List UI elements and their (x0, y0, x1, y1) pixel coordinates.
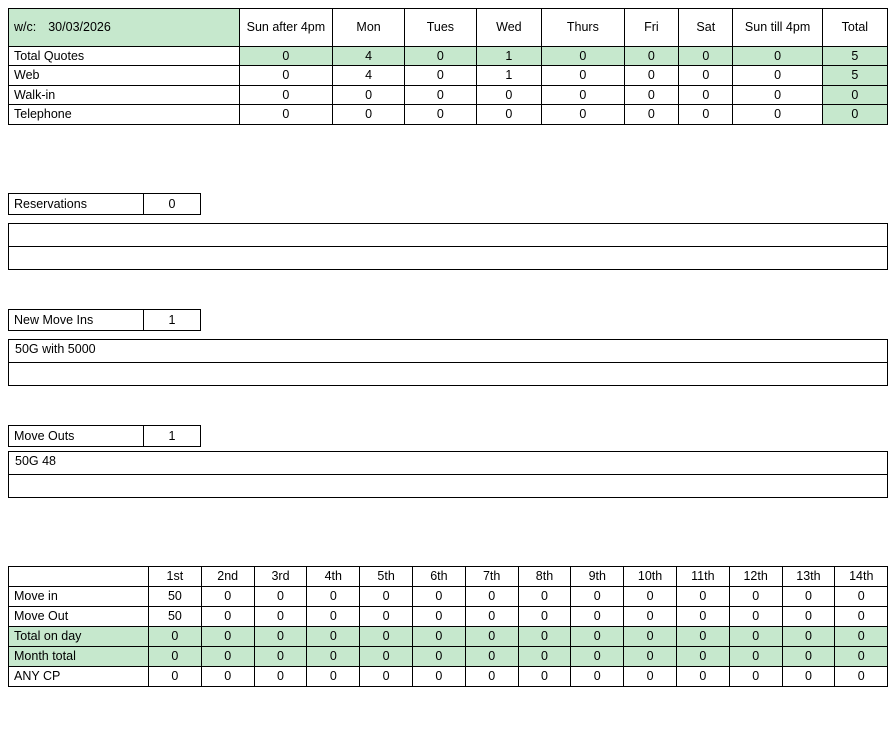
table-row (9, 85, 888, 104)
quotes-row-label: Web (9, 66, 240, 85)
daily-value-cell[interactable]: 0 (624, 647, 677, 667)
daily-row-label: Total on day (9, 627, 149, 647)
daily-value-cell[interactable]: 0 (360, 667, 413, 687)
table-row (9, 426, 201, 447)
quotes-value-cell[interactable]: 0 (679, 85, 733, 104)
daily-value-cell[interactable]: 0 (360, 627, 413, 647)
quotes-value-cell[interactable]: 4 (333, 47, 405, 66)
new-move-ins-notes-table (8, 339, 888, 386)
reservations-count[interactable]: 0 (144, 194, 201, 215)
quotes-column-header: Sun till 4pm (733, 9, 822, 47)
table-row (9, 66, 888, 85)
quotes-value-cell[interactable]: 0 (542, 105, 625, 124)
daily-column-header: 7th (465, 567, 518, 587)
daily-value-cell[interactable]: 0 (729, 647, 782, 667)
new-move-ins-note-line-1[interactable]: 50G with 5000 (9, 340, 888, 363)
quotes-value-cell[interactable]: 0 (733, 47, 822, 66)
quotes-value-cell[interactable]: 0 (542, 47, 625, 66)
daily-value-cell[interactable]: 0 (571, 667, 624, 687)
daily-value-cell[interactable]: 0 (307, 627, 360, 647)
quotes-column-header: Sun after 4pm (239, 9, 333, 47)
quotes-table-body (9, 9, 888, 125)
daily-value-cell[interactable]: 0 (571, 587, 624, 607)
table-row (9, 587, 888, 607)
quotes-value-cell[interactable]: 0 (624, 47, 678, 66)
quotes-total-cell: 0 (822, 105, 887, 124)
daily-value-cell[interactable]: 50 (149, 607, 202, 627)
daily-value-cell[interactable]: 0 (518, 647, 571, 667)
quotes-value-cell[interactable]: 0 (239, 105, 333, 124)
quotes-total-cell: 5 (822, 47, 887, 66)
daily-value-cell[interactable]: 0 (624, 667, 677, 687)
table-row (9, 47, 888, 66)
quotes-value-cell[interactable]: 0 (733, 66, 822, 85)
quotes-value-cell[interactable]: 0 (624, 66, 678, 85)
move-outs-header-table (8, 425, 201, 447)
quotes-column-header: Mon (333, 9, 405, 47)
quotes-row-label: Total Quotes (9, 47, 240, 66)
table-row (9, 247, 888, 270)
daily-value-cell[interactable]: 0 (412, 627, 465, 647)
daily-value-cell[interactable]: 0 (624, 587, 677, 607)
quotes-value-cell[interactable]: 0 (624, 105, 678, 124)
quotes-value-cell[interactable]: 0 (733, 105, 822, 124)
daily-value-cell[interactable]: 0 (518, 607, 571, 627)
daily-value-cell[interactable]: 0 (149, 647, 202, 667)
reservations-header-table (8, 193, 201, 215)
daily-corner-cell (9, 567, 149, 587)
move-outs-note-line-1[interactable]: 50G 48 (9, 452, 888, 475)
daily-column-header: 10th (624, 567, 677, 587)
quotes-value-cell[interactable]: 0 (733, 85, 822, 104)
table-row (9, 363, 888, 386)
move-outs-count[interactable]: 1 (144, 426, 201, 447)
daily-column-header: 4th (307, 567, 360, 587)
table-row (9, 647, 888, 667)
daily-value-cell[interactable]: 0 (465, 647, 518, 667)
reservations-note-line-2[interactable] (9, 247, 888, 270)
daily-value-cell[interactable]: 0 (835, 627, 888, 647)
daily-totals-table (8, 566, 888, 687)
quotes-value-cell[interactable]: 4 (333, 66, 405, 85)
quotes-section (8, 8, 888, 125)
daily-column-header: 3rd (254, 567, 307, 587)
daily-value-cell[interactable]: 0 (254, 647, 307, 667)
daily-row-label: Move Out (9, 607, 149, 627)
daily-column-header: 5th (360, 567, 413, 587)
quotes-total-cell: 0 (822, 85, 887, 104)
daily-column-header: 9th (571, 567, 624, 587)
quotes-total-cell: 5 (822, 66, 887, 85)
daily-value-cell[interactable]: 0 (782, 607, 835, 627)
daily-value-cell[interactable]: 0 (149, 627, 202, 647)
quotes-value-cell[interactable]: 0 (679, 66, 733, 85)
quotes-row-label: Walk-in (9, 85, 240, 104)
daily-value-cell[interactable]: 0 (835, 607, 888, 627)
daily-column-header: 6th (412, 567, 465, 587)
quotes-header-row (9, 9, 888, 47)
reservations-note-line-1[interactable] (9, 224, 888, 247)
table-row (9, 475, 888, 498)
quotes-value-cell[interactable]: 0 (404, 105, 476, 124)
daily-column-header: 11th (676, 567, 729, 587)
move-outs-note-line-2[interactable] (9, 475, 888, 498)
daily-value-cell[interactable]: 0 (465, 607, 518, 627)
quotes-column-header: Wed (476, 9, 541, 47)
week-commencing-value[interactable]: 30/03/2026 (48, 20, 111, 35)
daily-value-cell[interactable]: 0 (571, 607, 624, 627)
quotes-row-label: Telephone (9, 105, 240, 124)
quotes-value-cell[interactable]: 0 (239, 66, 333, 85)
daily-column-header: 12th (729, 567, 782, 587)
quotes-value-cell[interactable]: 0 (239, 47, 333, 66)
quotes-value-cell[interactable]: 0 (404, 66, 476, 85)
daily-column-header: 8th (518, 567, 571, 587)
reservations-title: Reservations (9, 194, 144, 215)
quotes-column-header: Thurs (542, 9, 625, 47)
daily-value-cell[interactable]: 0 (782, 647, 835, 667)
daily-value-cell[interactable]: 50 (149, 587, 202, 607)
quotes-value-cell[interactable]: 0 (476, 85, 541, 104)
quotes-value-cell[interactable]: 0 (333, 105, 405, 124)
quotes-column-header: Fri (624, 9, 678, 47)
daily-value-cell[interactable]: 0 (412, 647, 465, 667)
daily-column-header: 13th (782, 567, 835, 587)
daily-value-cell[interactable]: 0 (412, 587, 465, 607)
quotes-value-cell[interactable]: 0 (624, 85, 678, 104)
daily-value-cell[interactable]: 0 (729, 627, 782, 647)
quotes-column-header: Sat (679, 9, 733, 47)
daily-value-cell[interactable]: 0 (307, 667, 360, 687)
daily-value-cell[interactable]: 0 (201, 627, 254, 647)
move-outs-title: Move Outs (9, 426, 144, 447)
daily-value-cell[interactable]: 0 (571, 647, 624, 667)
daily-value-cell[interactable]: 0 (201, 667, 254, 687)
daily-value-cell[interactable]: 0 (465, 667, 518, 687)
daily-value-cell[interactable]: 0 (201, 587, 254, 607)
daily-value-cell[interactable]: 0 (676, 627, 729, 647)
quotes-column-header: Total (822, 9, 887, 47)
daily-value-cell[interactable]: 0 (307, 647, 360, 667)
daily-column-header: 2nd (201, 567, 254, 587)
week-commencing-cell[interactable] (9, 9, 240, 47)
quotes-value-cell[interactable]: 0 (679, 47, 733, 66)
daily-value-cell[interactable]: 0 (676, 667, 729, 687)
quotes-column-header: Tues (404, 9, 476, 47)
daily-value-cell[interactable]: 0 (465, 627, 518, 647)
quotes-table (8, 8, 888, 125)
daily-value-cell[interactable]: 0 (360, 647, 413, 667)
daily-value-cell[interactable]: 0 (782, 667, 835, 687)
quotes-value-cell[interactable]: 0 (404, 47, 476, 66)
new-move-ins-title: New Move Ins (9, 310, 144, 331)
quotes-value-cell[interactable]: 0 (476, 105, 541, 124)
new-move-ins-section (8, 309, 888, 386)
daily-value-cell[interactable]: 0 (676, 647, 729, 667)
daily-value-cell[interactable]: 0 (307, 607, 360, 627)
table-row (9, 607, 888, 627)
week-commencing-label: w/c: (14, 20, 37, 35)
quotes-value-cell[interactable]: 0 (542, 66, 625, 85)
daily-value-cell[interactable]: 0 (254, 607, 307, 627)
daily-value-cell[interactable]: 0 (518, 587, 571, 607)
daily-value-cell[interactable]: 0 (149, 667, 202, 687)
daily-value-cell[interactable]: 0 (465, 587, 518, 607)
table-row (9, 310, 201, 331)
table-row (9, 452, 888, 475)
daily-totals-table-body (9, 567, 888, 687)
table-row (9, 667, 888, 687)
daily-value-cell[interactable]: 0 (729, 607, 782, 627)
table-row (9, 340, 888, 363)
daily-value-cell[interactable]: 0 (676, 587, 729, 607)
new-move-ins-note-line-2[interactable] (9, 363, 888, 386)
move-outs-section (8, 425, 888, 498)
daily-header-row (9, 567, 888, 587)
daily-row-label: Move in (9, 587, 149, 607)
reservations-notes-table (8, 223, 888, 270)
daily-value-cell[interactable]: 0 (201, 607, 254, 627)
daily-row-label: Month total (9, 647, 149, 667)
quotes-value-cell[interactable]: 0 (679, 105, 733, 124)
daily-column-header: 1st (149, 567, 202, 587)
daily-value-cell[interactable]: 0 (835, 667, 888, 687)
daily-value-cell[interactable]: 0 (254, 627, 307, 647)
daily-value-cell[interactable]: 0 (835, 647, 888, 667)
daily-value-cell[interactable]: 0 (412, 667, 465, 687)
daily-value-cell[interactable]: 0 (835, 587, 888, 607)
daily-value-cell[interactable]: 0 (412, 607, 465, 627)
daily-value-cell[interactable]: 0 (307, 587, 360, 607)
quotes-value-cell[interactable]: 0 (404, 85, 476, 104)
daily-row-label: ANY CP (9, 667, 149, 687)
quotes-value-cell[interactable]: 0 (333, 85, 405, 104)
daily-value-cell[interactable]: 0 (729, 667, 782, 687)
daily-value-cell[interactable]: 0 (201, 647, 254, 667)
daily-value-cell[interactable]: 0 (729, 587, 782, 607)
table-row (9, 224, 888, 247)
quotes-value-cell[interactable]: 0 (239, 85, 333, 104)
reservations-section (8, 193, 888, 270)
daily-value-cell[interactable]: 0 (254, 587, 307, 607)
daily-value-cell[interactable]: 0 (782, 587, 835, 607)
daily-totals-section (8, 566, 888, 687)
table-row (9, 105, 888, 124)
daily-value-cell[interactable]: 0 (676, 607, 729, 627)
daily-value-cell[interactable]: 0 (624, 627, 677, 647)
table-row (9, 194, 201, 215)
quotes-value-cell[interactable]: 1 (476, 47, 541, 66)
table-row (9, 627, 888, 647)
daily-value-cell[interactable]: 0 (782, 627, 835, 647)
new-move-ins-count[interactable]: 1 (144, 310, 201, 331)
quotes-value-cell[interactable]: 1 (476, 66, 541, 85)
daily-value-cell[interactable]: 0 (518, 627, 571, 647)
daily-column-header: 14th (835, 567, 888, 587)
new-move-ins-header-table (8, 309, 201, 331)
daily-value-cell[interactable]: 0 (518, 667, 571, 687)
move-outs-notes-table (8, 451, 888, 498)
quotes-value-cell[interactable]: 0 (542, 85, 625, 104)
daily-value-cell[interactable]: 0 (624, 607, 677, 627)
daily-value-cell[interactable]: 0 (571, 627, 624, 647)
daily-value-cell[interactable]: 0 (360, 587, 413, 607)
daily-value-cell[interactable]: 0 (360, 607, 413, 627)
daily-value-cell[interactable]: 0 (254, 667, 307, 687)
